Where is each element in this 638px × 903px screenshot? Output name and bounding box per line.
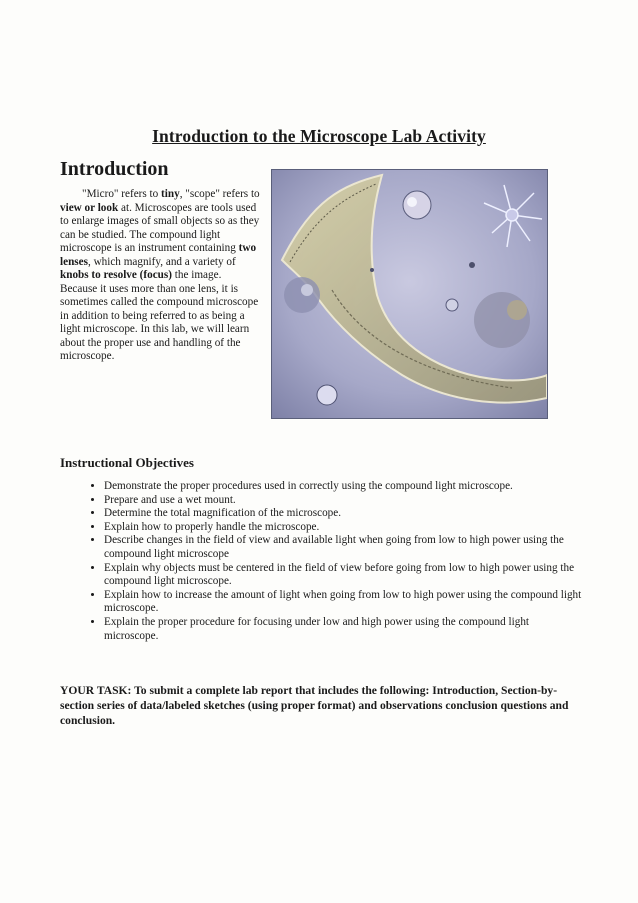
objectives-list (80, 480, 584, 643)
list-item: • Explain why objects must be centered in the field of view before going from low to high power using the compound light microscope. (104, 562, 584, 589)
task-paragraph: YOUR TASK: To submit a complete lab report that includes the following: Introduction, Section-by-section series of data/labeled sketches (using proper format) and observations conclusion questions and conclusion. (60, 684, 569, 728)
list-item: • Explain how to increase the amount of light when going from low to high power using the compound light microscope. (104, 589, 584, 616)
intro-bold-term: two lenses (60, 242, 257, 268)
list-item: • Explain the proper procedure for focusing under low and high power using the compound light microscope. (104, 616, 584, 643)
list-item: • Prepare and use a wet mount. (104, 494, 584, 508)
intro-text: , "scope" refers to (179, 188, 260, 200)
intro-bold-term: view or look (60, 201, 119, 214)
stentor-micrograph (272, 170, 547, 418)
list-item: • Describe changes in the field of view and available light when going from low to high power using the compound light microscope (104, 534, 584, 561)
list-item: • Demonstrate the proper procedures used in correctly using the compound light microscope. (104, 480, 584, 494)
intro-bold-term: tiny (161, 188, 180, 200)
list-item: • Determine the total magnification of the microscope. (104, 507, 584, 521)
intro-text: at. Microscopes are tools used to enlarge images of small objects so as they can be studied. The compound light microscope is an instrument containing (60, 201, 260, 254)
objectives-heading: Instructional Objectives (60, 455, 194, 470)
introduction-section (60, 188, 510, 419)
page-title: Introduction to the Microscope Lab Activity (152, 126, 486, 146)
list-item: • Explain how to properly handle the microscope. (104, 521, 584, 535)
intro-text: , which magnify, and a variety of (87, 255, 236, 268)
intro-text: "Micro" refers to (82, 188, 162, 200)
microscope-photo (271, 169, 548, 419)
intro-bold-term: knobs to resolve (focus) (60, 269, 172, 281)
intro-text: the image. Because it uses more than one lens, it is sometimes called the compound microscope in addition to being referred to as being a light microscope. In this lab, we will learn about the proper use and handling of the microscope. (60, 269, 259, 362)
introduction-heading: Introduction (60, 158, 169, 180)
